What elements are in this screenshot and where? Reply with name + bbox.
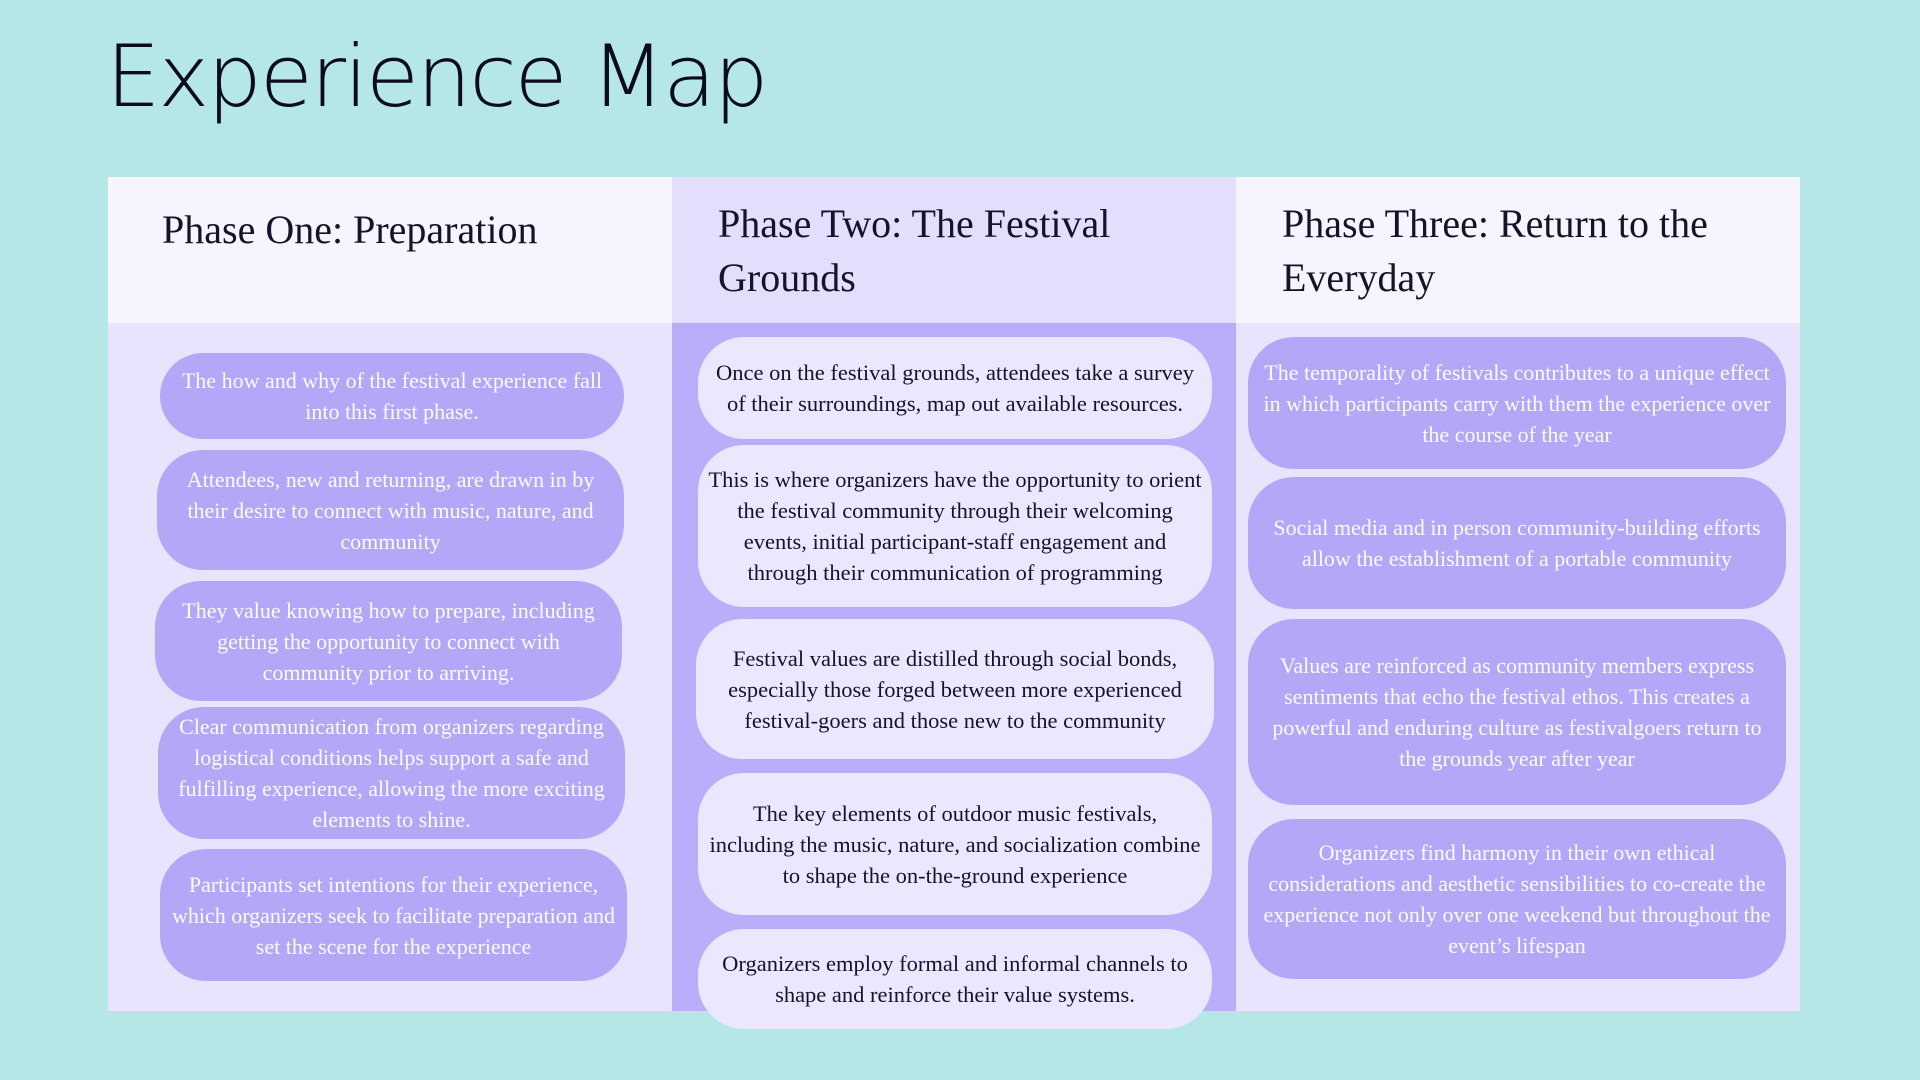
phase-two-card-2: This is where organizers have the opportunity to orient the festival community through their welcoming events, initial participant-staff engagement and through their communication of programming [698, 445, 1212, 607]
phase-three-card-1: The temporality of festivals contributes to a unique effect in which participants carry with them the experience over the course of the year [1248, 337, 1786, 469]
phase-two-card-4: The key elements of outdoor music festivals, including the music, nature, and socialization combine to shape the on-the-ground experience [698, 773, 1212, 915]
phase-one-card-4: Clear communication from organizers regarding logistical conditions helps support a safe and fulfilling experience, allowing the more exciting elements to shine. [158, 707, 625, 839]
phase-one-card-2: Attendees, new and returning, are drawn in by their desire to connect with music, nature, and community [157, 450, 624, 570]
phase-one-card-1: The how and why of the festival experience fall into this first phase. [160, 353, 624, 439]
phase-three-column [1236, 177, 1800, 1011]
phase-one-card-3: They value knowing how to prepare, including getting the opportunity to connect with community prior to arriving. [155, 581, 622, 701]
phase-one-card-5: Participants set intentions for their experience, which organizers seek to facilitate preparation and set the scene for the experience [160, 849, 627, 981]
phase-three-card-2: Social media and in person community-building efforts allow the establishment of a portable community [1248, 477, 1786, 609]
phase-two-column [672, 177, 1236, 1011]
phase-three-card-3: Values are reinforced as community members express sentiments that echo the festival ethos. This creates a powerful and enduring culture as festivalgoers return to the grounds year after year [1248, 619, 1786, 805]
phase-two-card-3: Festival values are distilled through social bonds, especially those forged between more experienced festival-goers and those new to the community [696, 619, 1214, 759]
phase-three-header [1236, 177, 1800, 323]
phase-one-heading: Phase One: Preparation [162, 207, 538, 252]
phase-one-header [108, 177, 672, 323]
page-title: Experience Map [106, 27, 767, 127]
phase-two-header [672, 177, 1236, 323]
phase-two-card-5: Organizers employ formal and informal channels to shape and reinforce their value systems. [698, 929, 1212, 1029]
phase-three-card-4: Organizers find harmony in their own ethical considerations and aesthetic sensibilities to co-create the experience not only over one weekend but throughout the event’s lifespan [1248, 819, 1786, 979]
phase-two-heading: Phase Two: The Festival Grounds [718, 201, 1111, 300]
phase-one-column [108, 177, 672, 1011]
phase-two-card-1: Once on the festival grounds, attendees take a survey of their surroundings, map out available resources. [698, 337, 1212, 439]
phase-three-heading: Phase Three: Return to the Everyday [1282, 201, 1708, 300]
